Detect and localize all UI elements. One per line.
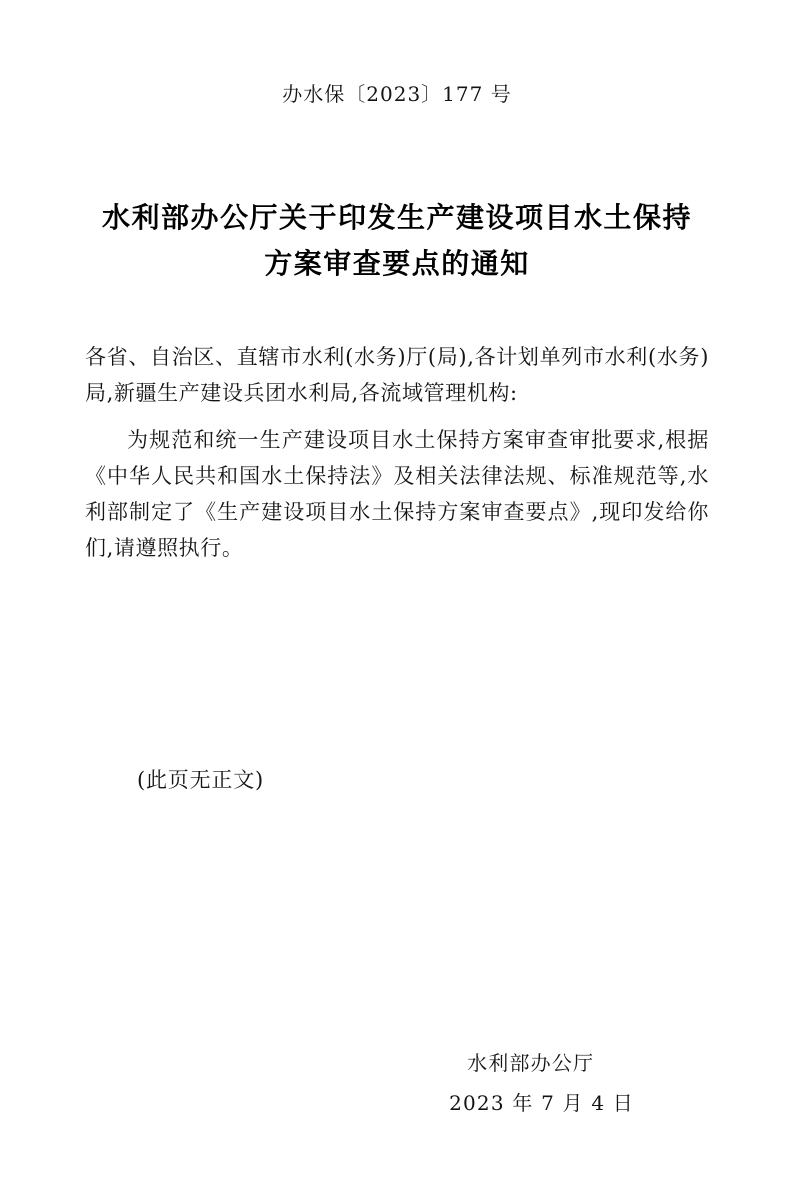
signature-block — [449, 1043, 634, 1123]
document-body — [85, 339, 709, 566]
document-page — [0, 78, 794, 1201]
recipients-paragraph: 各省、自治区、直辖市水利(水务)厅(局),各计划单列市水利(水务)局,新疆生产建设兵团水利局,各流域管理机构: — [85, 345, 709, 406]
no-text-note: (此页无正文) — [137, 768, 264, 793]
page-title — [85, 195, 709, 287]
document-number: 办水保〔2023〕177 号 — [282, 82, 512, 106]
body-paragraph: 为规范和统一生产建设项目水土保持方案审查审批要求,根据《中华人民共和国水土保持法》及相关法律法规、标准规范等,水利部制定了《生产建设项目水土保持方案审查要点》,现印发给你们,请遵照执行。 — [85, 427, 709, 560]
issuing-authority: 水利部办公厅 — [467, 1051, 595, 1075]
issue-date: 2023 年 7 月 4 日 — [449, 1091, 634, 1115]
page-title-line-2: 方案审查要点的通知 — [264, 247, 530, 281]
page-title-line-1: 水利部办公厅关于印发生产建设项目水土保持 — [101, 201, 692, 234]
